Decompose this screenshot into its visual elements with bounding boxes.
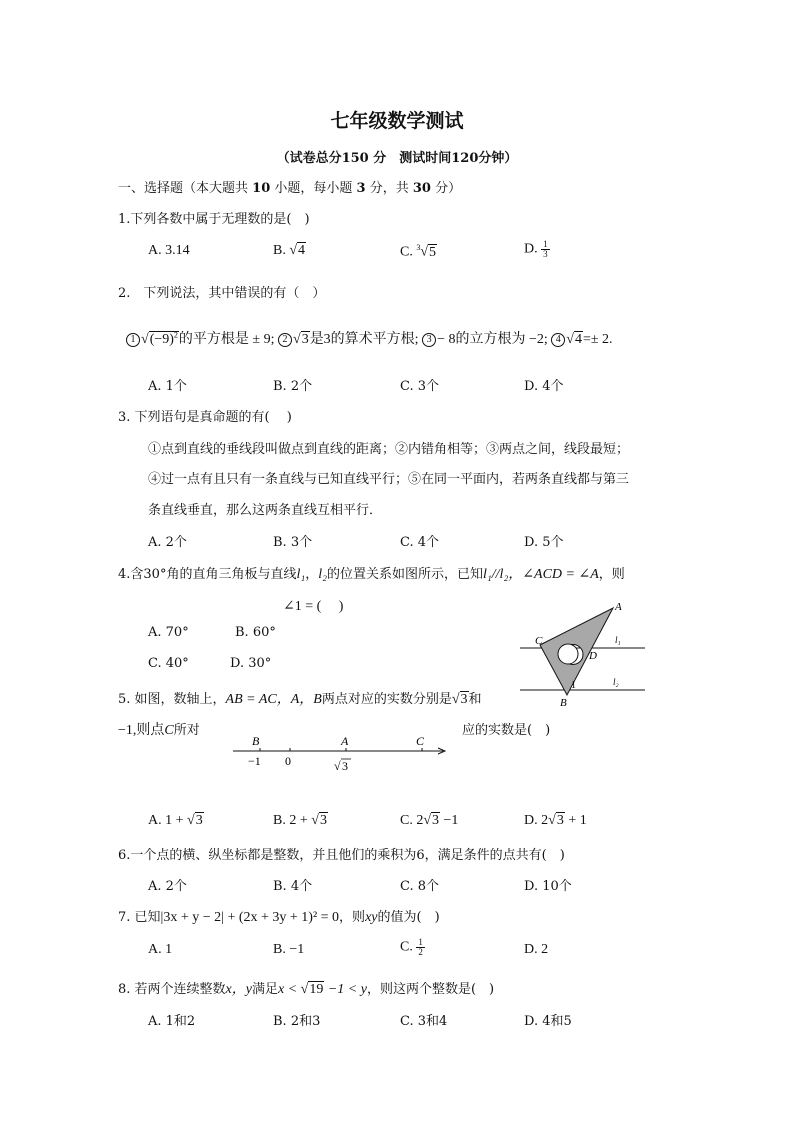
q3-line-2: ④过一点有且只有一条直线与已知直线平行；⑤在同一平面内，若两条直线都与第三 (148, 472, 630, 487)
q4-option-b: B. 60° (235, 625, 276, 640)
q1-option-d: D. $\frac{1}{3}$ (524, 239, 548, 259)
question-5-stem-line2-end: 应的实数是( ) (462, 723, 551, 738)
label-C: C (535, 635, 543, 647)
q8-option-b: B. 2和3 (273, 1014, 321, 1029)
q6-option-a: A. 2个 (148, 879, 187, 894)
q7-option-d: D. 2 (524, 942, 549, 957)
q1-option-a: A. 3.14 (148, 243, 190, 258)
label-B: B (252, 734, 260, 748)
q3-line-3: 条直线垂直，那么这两条直线互相平行． (148, 503, 383, 518)
q4-option-c: C. 40° (148, 656, 189, 671)
question-2-stem: 2. 下列说法，其中错误的有（ ） (118, 286, 326, 301)
section-heading: 一、选择题（本大题共 10 小题，每小题 3 分，共 30 分） (118, 181, 462, 196)
q1-option-b: B. √4 (273, 243, 306, 258)
q3-option-b: B. 3个 (273, 535, 313, 550)
label-zero: 0 (285, 754, 291, 768)
q3-line-1: ①点到直线的垂线段叫做点到直线的距离；②内错角相等；③两点之间，线段最短； (148, 442, 630, 457)
q3-option-a: A. 2个 (148, 535, 187, 550)
q7-option-b: B. −1 (273, 942, 305, 957)
q5-number-line (228, 732, 450, 778)
question-4-stem-line2: ∠1 = ( ) (283, 599, 344, 614)
label-B: B (560, 697, 567, 709)
q1-option-c: C. $^3$√5 (400, 243, 437, 260)
q5-option-b: B. 2 + √3 (273, 813, 327, 828)
question-4-stem: 4.含30°角的直角三角板与直线l₁，l₂的位置关系如图所示，已知l₁//l₂，∠ACD = ∠A，则 (118, 567, 625, 582)
q8-option-a: A. 1和2 (148, 1014, 196, 1029)
question-3-stem: 3. 下列语句是真命题的有( ) (118, 410, 292, 425)
label-l1: l₁ (615, 635, 621, 645)
page-title: 七年级数学测试 (330, 110, 464, 132)
q6-option-c: C. 8个 (400, 879, 440, 894)
label-C: C (416, 734, 425, 748)
q3-option-d: D. 5个 (524, 535, 564, 550)
ruler-hole (558, 644, 578, 664)
page-subtitle: （试卷总分150 分 测试时间120分钟） (276, 151, 518, 166)
q5-option-d: D. 2√3 + 1 (524, 813, 587, 828)
q8-option-d: D. 4和5 (524, 1014, 572, 1029)
label-sqrt-sign: √ (334, 759, 341, 773)
q2-option-c: C. 3个 (400, 379, 440, 394)
q2-option-a: A. 1个 (148, 379, 187, 394)
q8-option-c: C. 3和4 (400, 1014, 448, 1029)
label-neg1: −1 (248, 754, 261, 768)
q5-option-a: A. 1 + √3 (148, 813, 203, 828)
q2-statements: 1 $√(-9)^2$的平方根是 ± 9; 2 √3是3的算术平方根; 3 − 8的立方根为 −2; 4 √4=± 2. (126, 328, 613, 348)
q7-option-a: A. 1 (148, 942, 173, 957)
label-sqrt3: 3 (342, 759, 348, 773)
label-A: A (615, 601, 622, 613)
q4-option-d: D. 30° (230, 656, 272, 671)
q2-option-d: D. 4个 (524, 379, 564, 394)
q6-option-b: B. 4个 (273, 879, 313, 894)
q4-triangle-figure (515, 598, 650, 710)
q2-option-b: B. 2个 (273, 379, 313, 394)
question-5-stem-line2: −1,则点C所对 (118, 723, 200, 738)
label-l2: l₂ (613, 677, 619, 687)
q5-option-c: C. 2√3 −1 (400, 813, 459, 828)
question-8-stem: 8. 若两个连续整数x，y满足x < √19 −1 < y，则这两个整数是( ) (118, 982, 495, 997)
question-1-stem: 1.下列各数中属于无理数的是( ) (118, 212, 310, 227)
question-5-stem: 5. 如图，数轴上，AB = AC，A，B两点对应的实数分别是√3和 (118, 692, 482, 707)
label-A: A (341, 734, 349, 748)
question-6-stem: 6.一个点的横、纵坐标都是整数，并且他们的乘积为6，满足条件的点共有( ) (118, 848, 565, 863)
label-D: D (589, 650, 597, 662)
q3-option-c: C. 4个 (400, 535, 440, 550)
q7-option-c: C. $\frac{1}{2}$ (400, 937, 423, 957)
label-angle-1: 1 (571, 680, 576, 691)
q6-option-d: D. 10个 (524, 879, 572, 894)
question-7-stem: 7. 已知|3x + y − 2| + (2x + 3y + 1)² = 0，则xy的值为( ) (118, 910, 440, 925)
q4-option-a: A. 70° (148, 625, 189, 640)
